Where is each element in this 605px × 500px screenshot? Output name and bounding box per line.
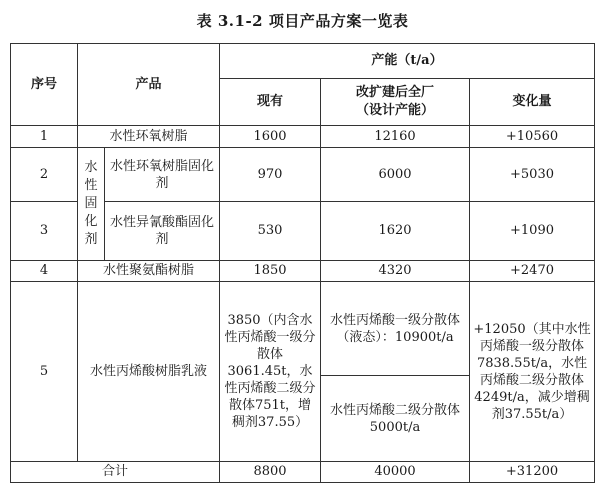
row3-after: 1620 [321,202,470,261]
group-char: 固 [84,196,98,211]
row4-change: +2470 [470,261,595,282]
table-row [11,282,595,376]
group-char: 性 [84,178,98,193]
row5-current: 3850（内含水性丙烯酸一级分散体3061.45t，水性丙烯酸二级分散体751t，增稠剂37.55） [220,282,321,462]
total-after: 40000 [321,462,470,483]
row1-current: 1600 [220,126,321,148]
header-after-line2: （设计产能） [356,103,435,118]
total-row [11,462,595,483]
row3-seq: 3 [11,202,78,261]
row4-after: 4320 [321,261,470,282]
header-after [321,79,470,126]
row5-product: 水性丙烯酸树脂乳液 [78,282,220,462]
table-row [11,261,595,282]
header-current: 现有 [220,79,321,126]
row1-change: +10560 [470,126,595,148]
row5-after-secondary: 水性丙烯酸二级分散体 5000t/a [321,376,470,462]
row4-product: 水性聚氨酯树脂 [78,261,220,282]
total-current: 8800 [220,462,321,483]
table-title: 表 3.1-2 项目产品方案一览表 [196,12,409,30]
group-char: 剂 [84,232,98,247]
group-char: 水 [84,160,98,175]
header-product: 产品 [78,44,220,126]
total-change: +31200 [470,462,595,483]
table-row [11,126,595,148]
row5-seq: 5 [11,282,78,462]
row2-seq: 2 [11,148,78,202]
row2-change: +5030 [470,148,595,202]
header-change: 变化量 [470,79,595,126]
header-row-1 [11,44,595,79]
row5-change: +12050（其中水性丙烯酸一级分散体7838.55t/a，水性丙烯酸二级分散体4249t/a，减少增稠剂37.55t/a） [470,282,595,462]
group-char: 化 [84,214,98,229]
row4-seq: 4 [11,261,78,282]
row3-change: +1090 [470,202,595,261]
row2-current: 970 [220,148,321,202]
row4-current: 1850 [220,261,321,282]
total-label: 合计 [11,462,220,483]
row1-after: 12160 [321,126,470,148]
row3-product: 水性异氰酸酯固化剂 [105,202,220,261]
group-label-curing-agent [78,148,105,261]
header-capacity: 产能（t/a） [220,44,595,79]
row3-current: 530 [220,202,321,261]
header-after-line1: 改扩建后全厂 [356,85,435,100]
row5-after-primary: 水性丙烯酸一级分散体（液态）：10900t/a [321,282,470,376]
table-row [11,148,595,202]
row2-product: 水性环氧树脂固化剂 [105,148,220,202]
header-seq: 序号 [11,44,78,126]
row2-after: 6000 [321,148,470,202]
product-plan-table [10,43,595,483]
row1-product: 水性环氧树脂 [78,126,220,148]
row1-seq: 1 [11,126,78,148]
